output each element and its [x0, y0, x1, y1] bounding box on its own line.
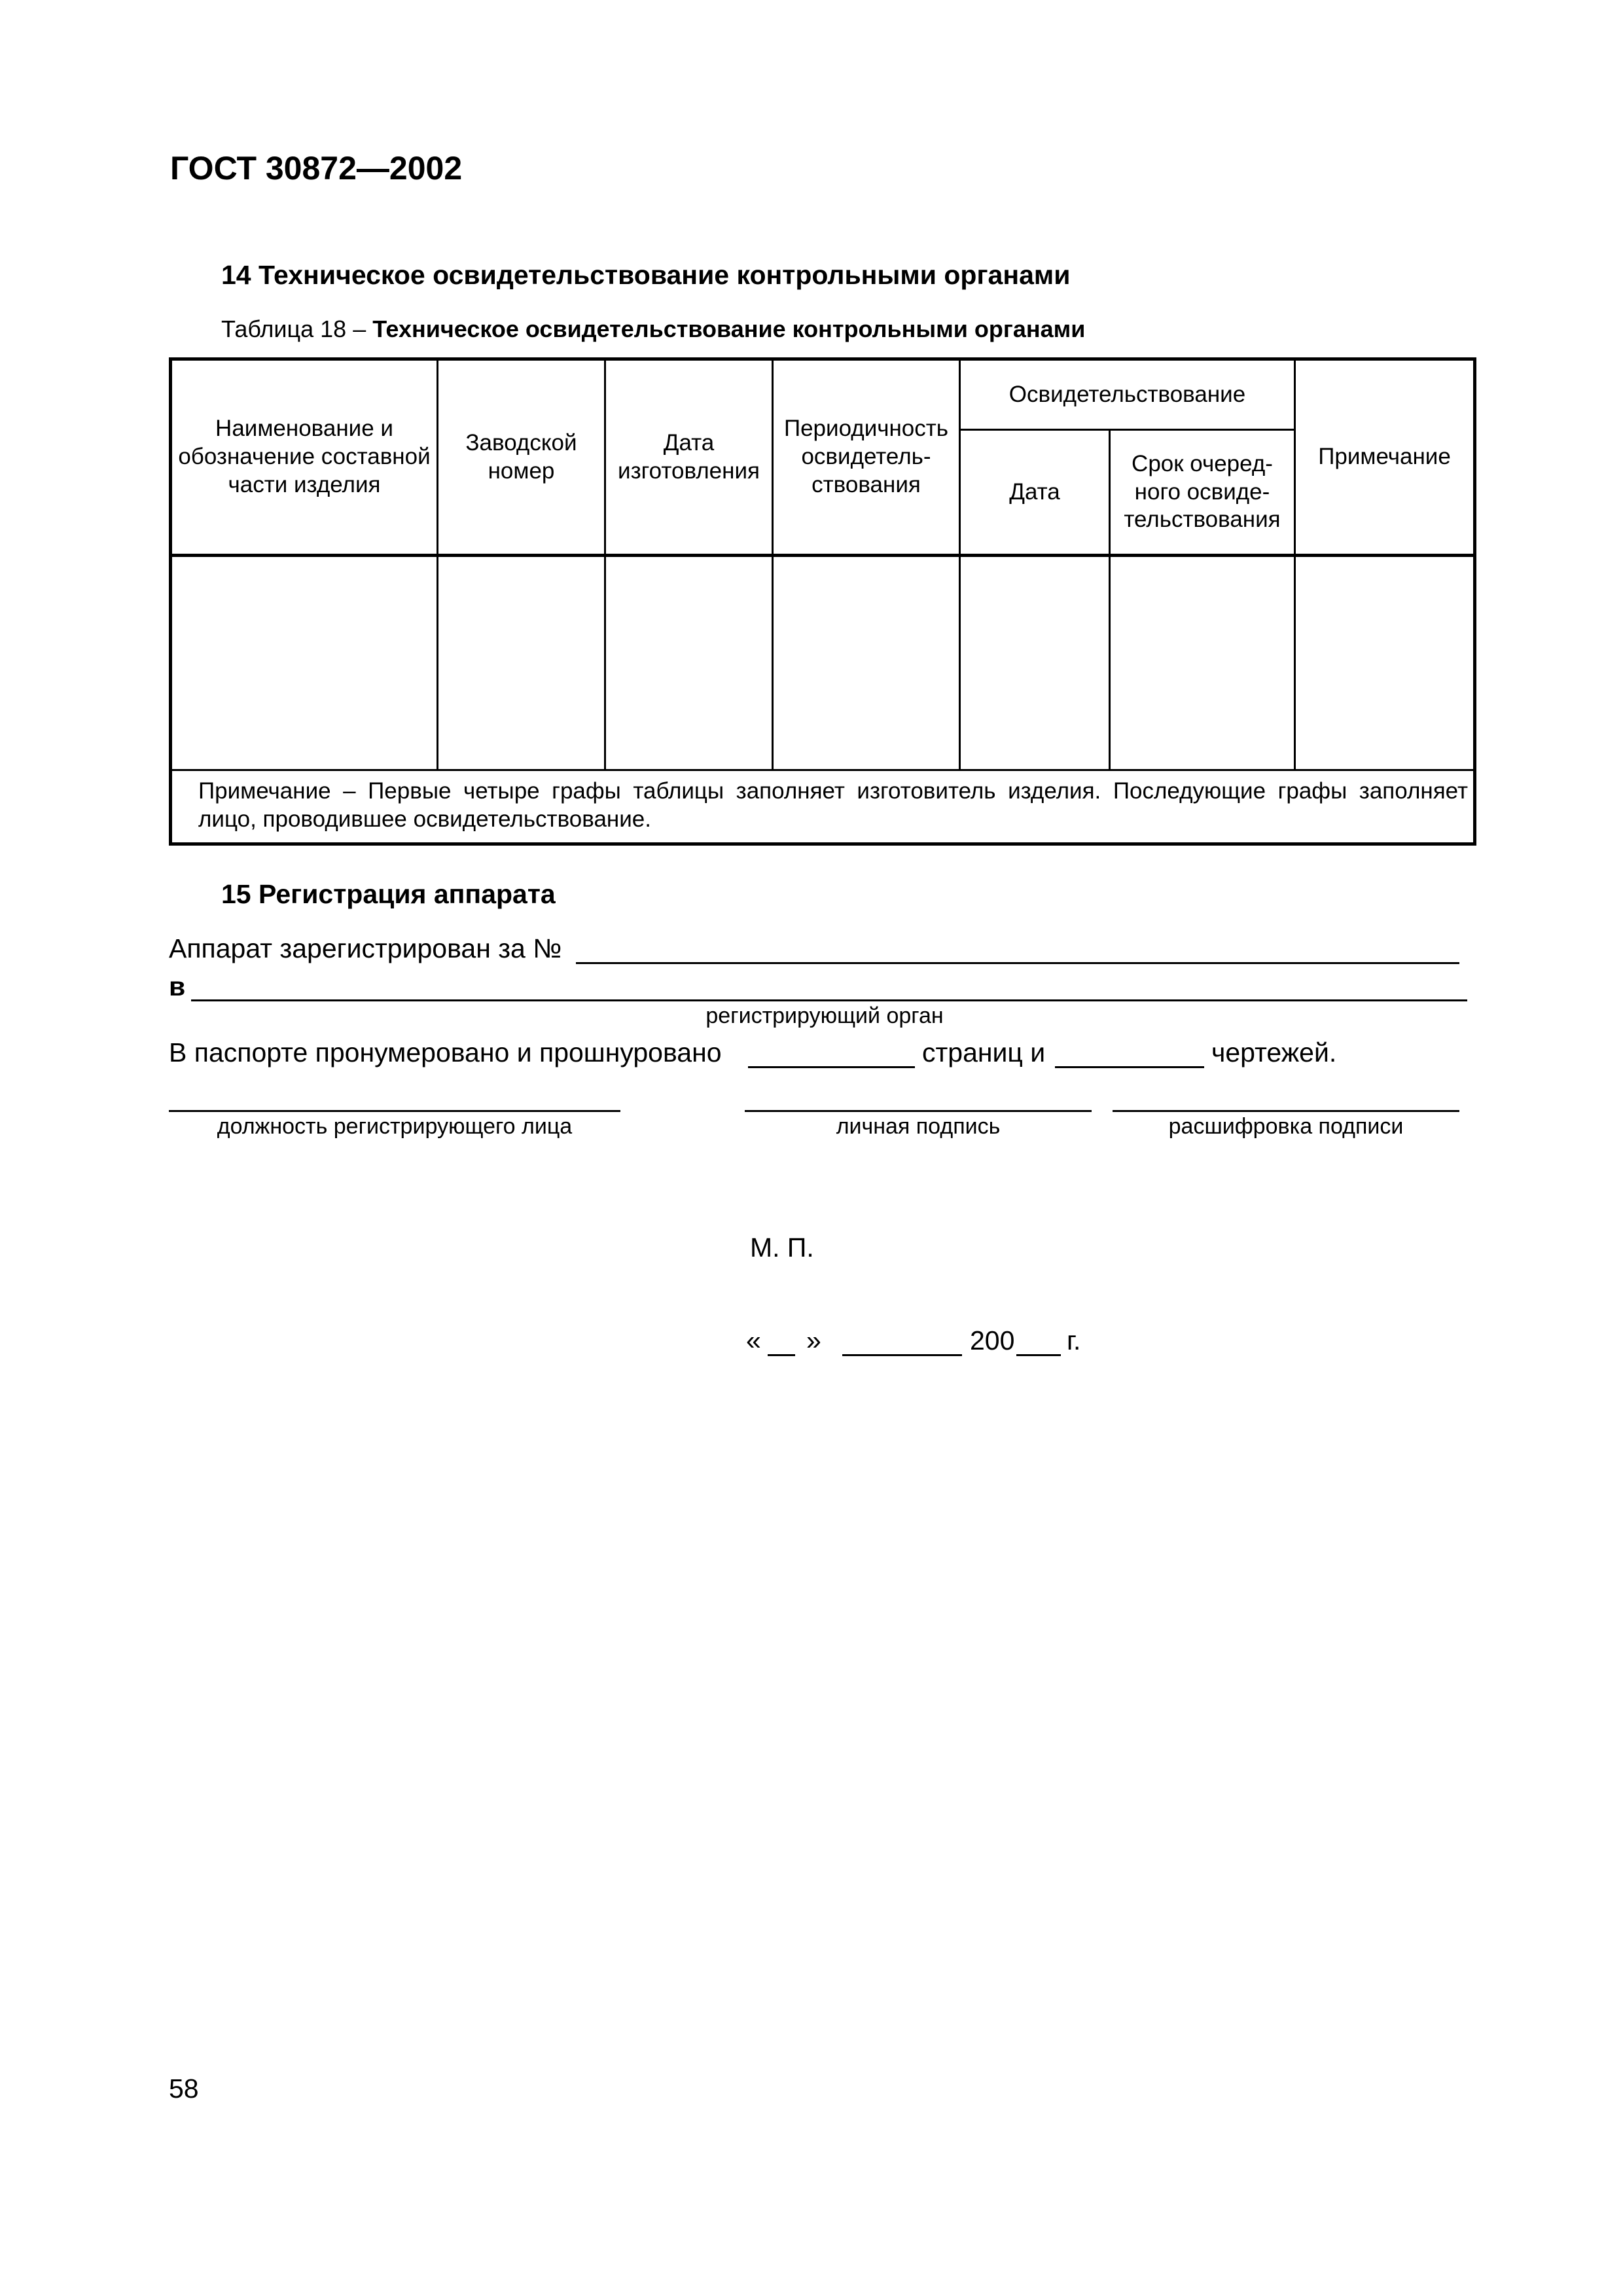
empty-cell-name [171, 556, 438, 770]
table-caption-prefix: Таблица 18 – [221, 315, 373, 342]
empty-cell-next-due [1110, 556, 1295, 770]
empty-cell-period [773, 556, 960, 770]
authority-caption: регистрирующий орган [705, 1003, 944, 1028]
pages-count-field[interactable] [748, 1066, 915, 1068]
table-caption [221, 315, 1085, 343]
empty-cell-remark [1295, 556, 1475, 770]
drawings-count-field[interactable] [1055, 1066, 1204, 1068]
document-code: ГОСТ 30872—2002 [170, 150, 463, 187]
date-day-field[interactable] [768, 1354, 795, 1356]
signature-caption: личная подпись [836, 1114, 1001, 1139]
header-remark-cell: Примечание [1295, 359, 1475, 556]
date-month-field[interactable] [842, 1354, 962, 1356]
table-caption-title: Техническое освидетельствование контрольными органами [372, 315, 1086, 342]
page-number: 58 [169, 2073, 199, 2104]
position-caption: должность регистрирующего лица [217, 1114, 573, 1139]
header-date-made-cell: Дата изготовления [605, 359, 773, 556]
year-prefix: 200 [970, 1325, 1015, 1355]
date-close-quote: » [806, 1325, 821, 1355]
drawings-label: чертежей. [1211, 1037, 1337, 1067]
stamp-label: М. П. [750, 1232, 814, 1263]
registering-authority-field[interactable] [191, 999, 1467, 1001]
header-period-cell: Периодичность освидетель-ствования [773, 359, 960, 556]
empty-cell-date [960, 556, 1110, 770]
date-open-quote: « [746, 1325, 761, 1355]
header-name-cell: Наименование и обозначение составной части изделия [171, 359, 438, 556]
table-note: Примечание – Первые четыре графы таблицы заполняет изготовитель изделия. Последующие графы заполняет лицо, проводившее освидетельствование. [171, 770, 1475, 844]
date-year-field[interactable] [1016, 1354, 1061, 1356]
registered-label: Аппарат зарегистрирован за № [169, 933, 562, 963]
header-inspection-group: Освидетельствование [960, 359, 1295, 430]
pages-label: страниц и [922, 1037, 1046, 1067]
position-field[interactable] [169, 1110, 620, 1112]
signature-field[interactable] [745, 1110, 1092, 1112]
header-serial-cell: Заводской номер [438, 359, 605, 556]
decoding-caption: расшифровка подписи [1168, 1114, 1404, 1139]
passport-text: В паспорте пронумеровано и прошнуровано [169, 1037, 722, 1067]
inspection-table [169, 357, 1476, 846]
header-date-cell: Дата [960, 430, 1110, 556]
year-suffix: г. [1067, 1325, 1081, 1355]
header-next-due-cell: Срок очеред-ного освиде-тельствования [1110, 430, 1295, 556]
registration-number-field[interactable] [576, 962, 1459, 964]
section-15-title: 15 Регистрация аппарата [221, 879, 556, 909]
section-14-title: 14 Техническое освидетельствование контрольными органами [221, 260, 1071, 290]
decoding-field[interactable] [1113, 1110, 1459, 1112]
empty-cell-serial [438, 556, 605, 770]
in-label: в [169, 971, 186, 1001]
empty-cell-date-made [605, 556, 773, 770]
